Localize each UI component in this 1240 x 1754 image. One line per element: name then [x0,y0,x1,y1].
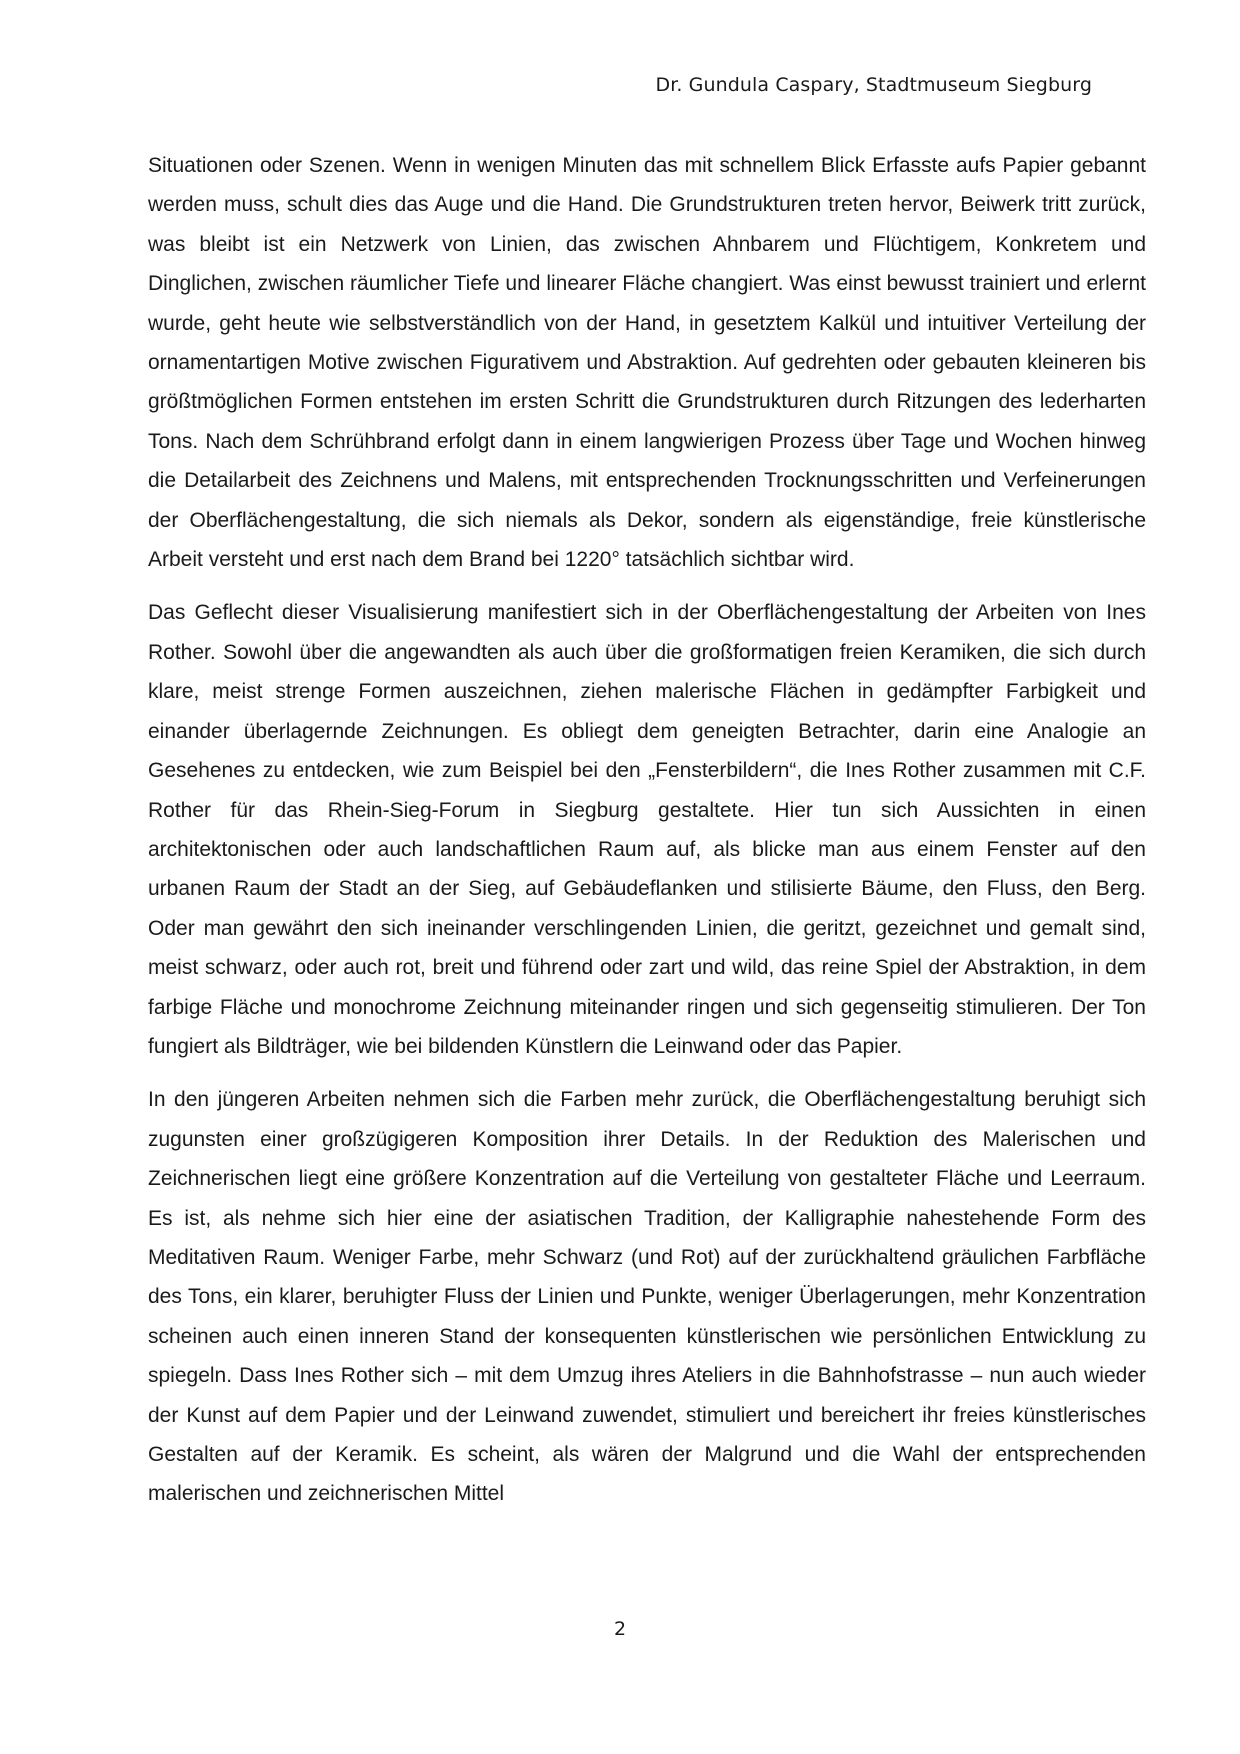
paragraph-recent-works: In den jüngeren Arbeiten nehmen sich die Farben mehr zurück, die Oberflächengestaltung beruhigt sich zugunsten einer großzügigeren Komposition ihrer Details. In der Reduktion des Malerischen und Zeichnerischen liegt eine größere Konzentration auf die Verteilung von gestalteter Fläche und Leerraum. Es ist, als nehme sich hier eine der asiatischen Tradition, der Kalligraphie nahestehende Form des Meditativen Raum. Weniger Farbe, mehr Schwarz (und Rot) auf der zurückhaltend gräulichen Farbfläche des Tons, ein klarer, beruhigter Fluss der Linien und Punkte, weniger Überlagerungen, mehr Konzentration scheinen auch einen inneren Stand der konsequenten künstlerischen wie persönlichen Entwicklung zu spiegeln. Dass Ines Rother sich – mit dem Umzug ihres Ateliers in die Bahnhofstrasse – nun auch wieder der Kunst auf dem Papier und der Leinwand zuwendet, stimuliert und bereichert ihr freies künstlerisches Gestalten auf der Keramik. Es scheint, als wären der Malgrund und die Wahl der entsprechenden malerischen und zeichnerischen Mittel [148,1088,1146,1506]
paragraph-surface-design: Das Geflecht dieser Visualisierung manifestiert sich in der Oberflächengestaltung der Arbeiten von Ines Rother. Sowohl über die angewandten als auch über die großformatigen freien Keramiken, die sich durch klare, meist strenge Formen auszeichnen, ziehen malerische Flächen in gedämpfter Farbigkeit und einander überlagernde Zeichnungen. Es obliegt dem geneigten Betrachter, darin eine Analogie an Gesehenes zu entdecken, wie zum Beispiel bei den „Fensterbildern“, die Ines Rother zusammen mit C.F. Rother für das Rhein-Sieg-Forum in Siegburg gestaltete. Hier tun sich Aussichten in einen architektonischen oder auch landschaftlichen Raum auf, als blicke man aus einem Fenster auf den urbanen Raum der Stadt an der Sieg, auf Gebäudeflanken und stilisierte Bäume, den Fluss, den Berg. Oder man gewährt den sich ineinander verschlingenden Linien, die geritzt, gezeichnet und gemalt sind, meist schwarz, oder auch rot, breit und führend oder zart und wild, das reine Spiel der Abstraktion, in dem farbige Fläche und monochrome Zeichnung miteinander ringen und sich gegenseitig stimulieren. Der Ton fungiert als Bildträger, wie bei bildenden Künstlern die Leinwand oder das Papier. [148,601,1146,1058]
body-text [148,146,1146,1528]
page-number: 2 [613,1618,627,1640]
paragraph-sketching-process: Situationen oder Szenen. Wenn in wenigen Minuten das mit schnellem Blick Erfasste aufs Papier gebannt werden muss, schult dies das Auge und die Hand. Die Grundstrukturen treten hervor, Beiwerk tritt zurück, was bleibt ist ein Netzwerk von Linien, das zwischen Ahnbarem und Flüchtigem, Konkretem und Dinglichen, zwischen räumlicher Tiefe und linearer Fläche changiert. Was einst bewusst trainiert und erlernt wurde, geht heute wie selbstverständlich von der Hand, in gesetztem Kalkül und intuitiver Verteilung der ornamentartigen Motive zwischen Figurativem und Abstraktion. Auf gedrehten oder gebauten kleineren bis größtmöglichen Formen entstehen im ersten Schritt die Grundstrukturen durch Ritzungen des lederharten Tons. Nach dem Schrühbrand erfolgt dann in einem langwierigen Prozess über Tage und Wochen hinweg die Detailarbeit des Zeichnens und Malens, mit entsprechenden Trocknungsschritten und Verfeinerungen der Oberflächengestaltung, die sich niemals als Dekor, sondern als eigenständige, freie künstlerische Arbeit versteht und erst nach dem Brand bei 1220° tatsächlich sichtbar wird. [148,154,1146,572]
running-header: Dr. Gundula Caspary, Stadtmuseum Siegburg [655,74,1092,96]
